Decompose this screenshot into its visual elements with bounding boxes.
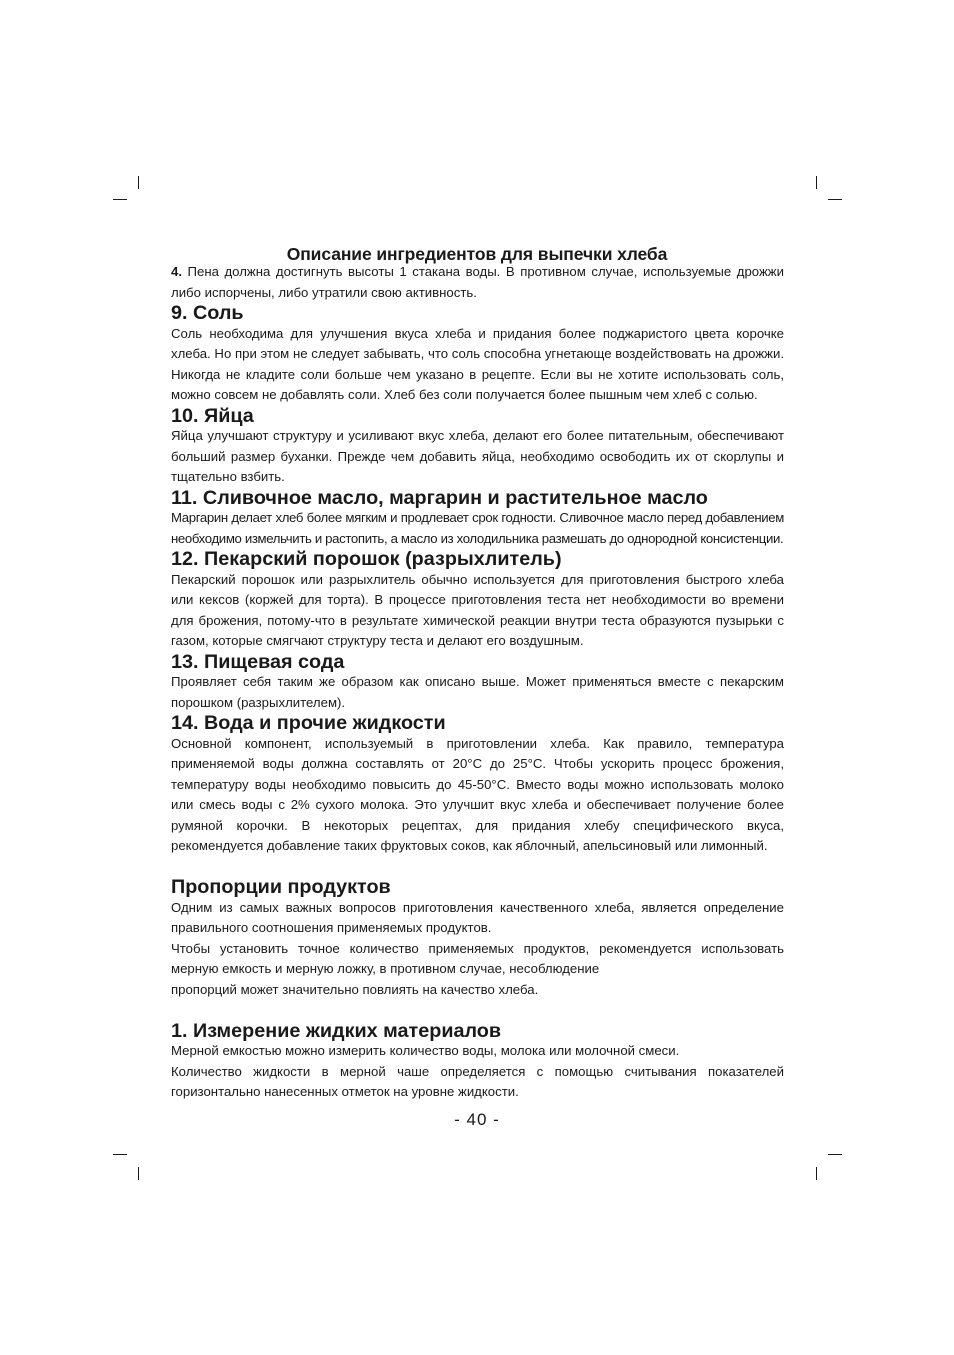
spacer [171,857,784,878]
proportions-paragraph-1: Одним из самых важных вопросов приготовления качественного хлеба, является определение правильного соотношения применяемых продуктов. [171,899,784,935]
spacer [171,1000,784,1021]
section-text-baking-soda: Проявляет себя таким же образом как описано выше. Может применяться вместе с пекарским порошком (разрыхлителем). [171,674,784,710]
section-text-water: Основной компонент, используемый в приготовлении хлеба. Как правило, температура применяемой воды должна составлять от 20°С до 25°С. Чтобы ускорить процесс брожения, температуру воды необходимо повысить до 45-50°С. Вместо воды можно использовать молоко или смесь воды с 2% сухого молока. Это улучшит вкус хлеба и обеспечивает получение более румяной корочки. В некоторых рецептах, для придания хлебу специфического вкуса, рекомендуется добавление таких фруктовых соков, как яблочный, апельсиновый или лимонный. [171,735,784,853]
page-number: - 40 - [454,1110,500,1129]
section-text-eggs: Яйца улучшают структуру и усиливают вкус хлеба, делают его более питательным, обеспечивают больший размер буханки. Прежде чем добавить яйца, необходимо освободить их от скорлупы и тщательно взбить. [171,428,784,484]
proportions-heading: Пропорции продуктов [171,876,391,898]
proportions-paragraph-2: Чтобы установить точное количество применяемых продуктов, рекомендуется использовать мерную емкость и мерную ложку, в противном случае, несоблюдение [171,940,784,976]
crop-mark-top-right-vertical [816,176,817,189]
crop-mark-top-left-horizontal [113,199,127,200]
section-text-baking-powder: Пекарский порошок или разрыхлитель обычно используется для приготовления быстрого хлеба или кексов (коржей для торта). В процессе приготовления теста нет необходимости во времени для брожения, потому-что в результате химической реакции внутри теста образуются пузырьки с газом, которые смягчают структуру теста и делают его воздушным. [171,571,784,648]
intro-number: 4. [171,264,182,279]
crop-mark-bottom-right-vertical [816,1167,817,1180]
crop-mark-bottom-right-horizontal [828,1154,842,1155]
section-heading-water: 14. Вода и прочие жидкости [171,712,446,734]
section-heading-butter: 11. Сливочное масло, маргарин и растительное масло [171,486,708,509]
document-body [171,262,784,1103]
crop-mark-bottom-left-horizontal [113,1154,127,1155]
section-heading-eggs: 10. Яйца [171,404,254,427]
proportions-paragraph-3: пропорций может значительно повлиять на качество хлеба. [171,981,539,997]
intro-text: Пена должна достигнуть высоты 1 стакана воды. В противном случае, используемые дрожжи либо испорчены, либо утратили свою активность. [171,264,784,300]
section-heading-salt: 9. Соль [171,302,244,324]
intro-paragraph [171,262,784,303]
page-title: Описание ингредиентов для выпечки хлеба [286,243,668,264]
section-text-salt: Соль необходима для улучшения вкуса хлеба и придания более поджаристого цвета корочке хлеба. Но при этом не следует забывать, что соль способна угнетающе воздействовать на дрожжи. Никогда не кладите соли больше чем указано в рецепте. Если вы не хотите использовать соль, можно совсем не добавлять соли. Хлеб без соли получается более пышным чем хлеб с солью. [171,325,784,402]
crop-mark-bottom-left-vertical [138,1167,139,1180]
measurement-paragraph-2: Количество жидкости в мерной чаше определяется с помощью считывания показателей горизонтально нанесенных отметок на уровне жидкости. [171,1063,784,1099]
section-text-butter: Маргарин делает хлеб более мягким и продлевает срок годности. Сливочное масло перед добавлением необходимо измельчить и растопить, а масло из холодильника размешать до однородной консистенции. [171,510,784,546]
section-heading-baking-soda: 13. Пищевая сода [171,650,345,673]
measurement-heading: 1. Измерение жидких материалов [171,1019,502,1042]
crop-mark-top-left-vertical [138,176,139,189]
measurement-paragraph-1: Мерной емкостью можно измерить количество воды, молока или молочной смеси. [171,1043,680,1058]
crop-mark-top-right-horizontal [828,199,842,200]
section-heading-baking-powder: 12. Пекарский порошок (разрыхлитель) [171,548,562,570]
